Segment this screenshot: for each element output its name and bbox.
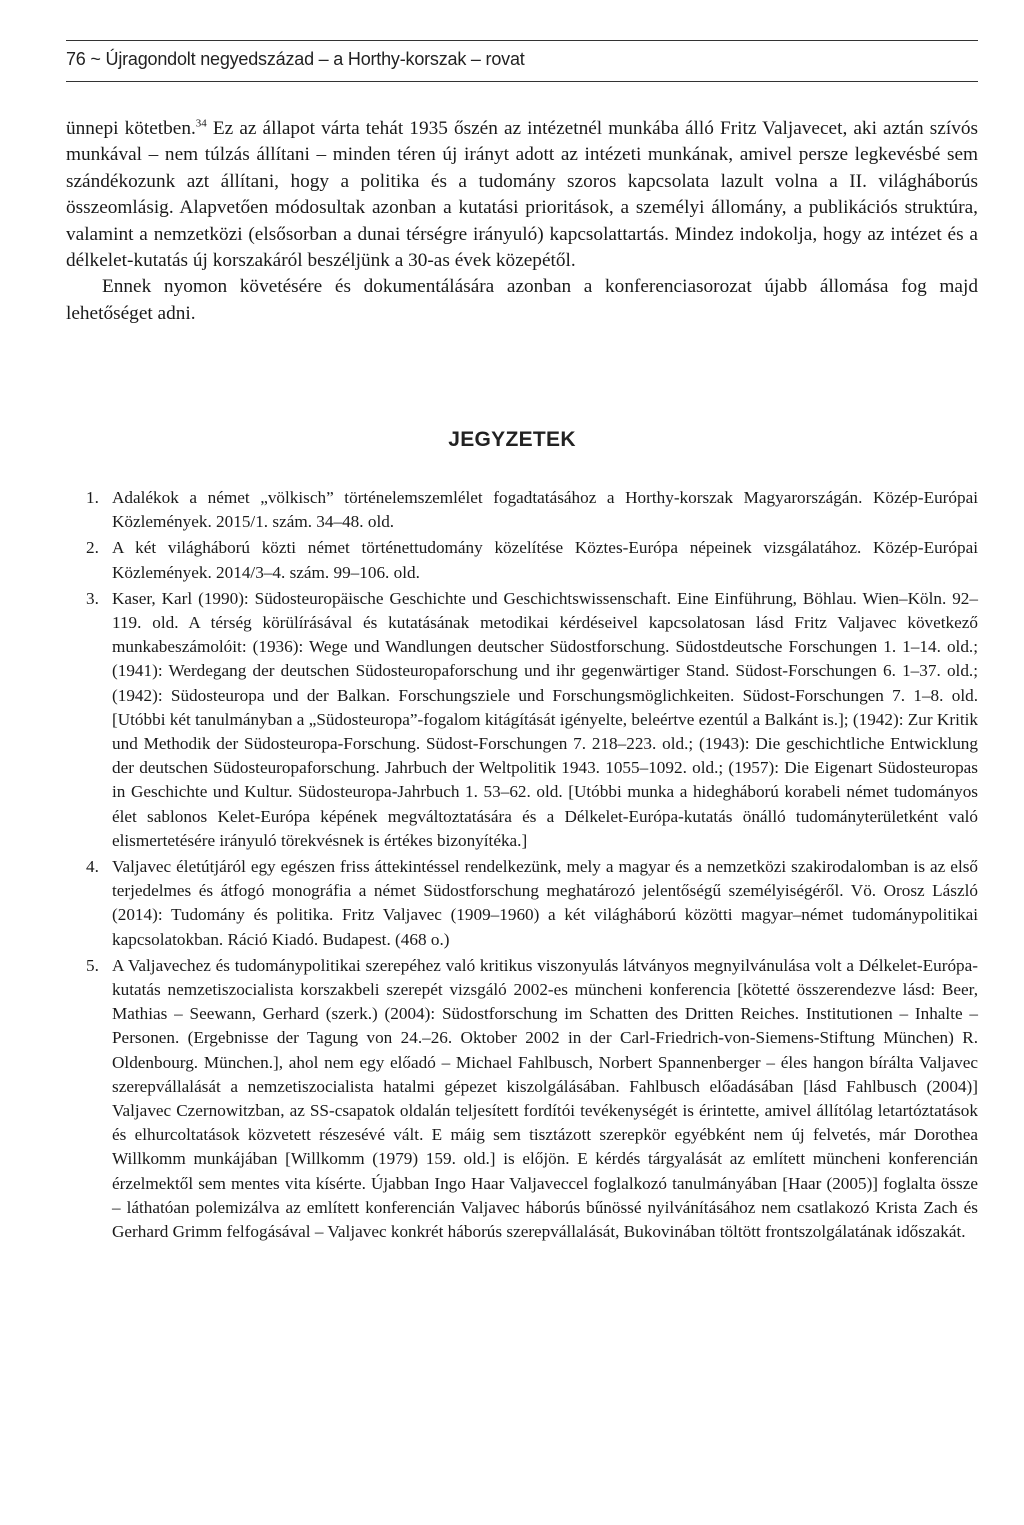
note-text: Valjavec életútjáról egy egészen friss áttekintéssel rendelkezünk, mely a magyar és a nemzetközi szakirodalomban is az első terjedelmes és átfogó monográfia a német Südostforschung meghatározó jelentőségű személyiségéről. Vö. Orosz László (2014): Tudomány és politika. Fritz Valjavec (1909–1960) a két világháború közötti magyar–német tudománypolitikai kapcsolatokban. Ráció Kiadó. Budapest. (468 o.) (112, 857, 978, 949)
running-head-text: 76 ~ Újragondolt negyedszázad – a Horthy-korszak – rovat (66, 49, 525, 69)
note-number: 4. (86, 857, 99, 877)
note-number: 1. (86, 488, 99, 507)
note-item (66, 587, 978, 853)
notes-heading: JEGYZETEK (448, 428, 576, 451)
footnote-ref-34: 34 (195, 117, 207, 130)
notes-list (66, 486, 978, 1246)
body-paragraph-1 (66, 116, 978, 274)
body-paragraph-2: Ennek nyomon követésére és dokumentálására azonban a konferenciasorozat újabb állomása fog majd lehetőséget adni. (66, 276, 978, 324)
note-text: A két világháború közti német történettudomány közelítése Köztes-Európa népeinek vizsgálatához. Közép-Európai Közlemények. 2014/3–4. szám. 99–106. old. (112, 538, 978, 582)
note-number: 5. (86, 955, 99, 975)
note-item (66, 954, 978, 1244)
note-text: Kaser, Karl (1990): Südosteuropäische Geschichte und Geschichtswissenschaft. Eine Einführung, Böhlau. Wien–Köln. 92–119. old. A térség körülírásával és kutatásának metodikai kérdéseivel kapcsolatosan lásd Fritz Valjavec következő munkabeszámolóit: (1936): Wege und Wandlungen deutscher Südostforschung. Südostdeutsche Forschungen 1. 1–14. old.; (1941): Werdegang der deutschen Südosteuropaforschung und ihr gegenwärtiger Stand. Südost-Forschungen 6. 1–37. old.; (1942): Südosteuropa und der Balkan. Forschungsziele und Forschungsmöglichkeiten. Südost-Forschungen 7. 1–8. old. [Utóbbi két tanulmányban a „Südosteuropa”-fogalom kitágítását igényelte, beleértve ezentúl a Balkánt is.]; (1942): Zur Kritik und Methodik der Südosteuropa-Forschung. Südost-Forschungen 7. 218–223. old.; (1943): Die geschichtliche Entwicklung der deutschen Südosteuropaforschung. Jahrbuch der Weltpolitik 1943. 1055–1092. old.; (1957): Die Eigenart Südosteuropas in Geschichte und Kultur. Südosteuropa-Jahrbuch 1. 53–62. old. [Utóbbi munka a hidegháború korabeli német tudományos élet sablonos Kelet-Európa képének megváltoztatására és a Délkelet-Európa-kutatás önálló tudományterületként való elismertetésére irányuló törekvésnek is értékes bizonyítéka.] (112, 588, 978, 850)
note-number: 2. (86, 538, 99, 558)
note-item (66, 536, 978, 584)
note-number: 3. (86, 588, 99, 608)
note-item (66, 486, 978, 534)
body-text (66, 116, 978, 327)
note-text: Adalékok a német „völkisch” történelemszemlélet fogadtatásához a Horthy-korszak Magyarországán. Közép-Európai Közlemények. 2015/1. szám. 34–48. old. (112, 488, 978, 532)
body-paragraph-1-start: ünnepi kötetben. (66, 118, 196, 139)
body-paragraph-1-rest: Ez az állapot várta tehát 1935 őszén az intézetnél munkába álló Fritz Valjavecet, aki aztán szívós munkával – nem túlzás állítani – minden téren új irányt adott az intézeti munkának, amivel persze legkevésbé sem szándékozunk azt állítani, hogy a politika és a tudomány szoros kapcsolata lazult volna a II. világháborús összeomlásig. Alapvetően módosultak azonban a kutatási prioritások, a személyi állomány, a publikációs struktúra, valamint a nemzetközi (elsősorban a dunai térségre irányuló) kapcsolattartás. Mindez indokolja, hogy az intézet és a délkelet-kutatás új korszakáról beszéljünk a 30-as évek közepétől. (66, 118, 979, 272)
note-item (66, 855, 978, 952)
note-text: A Valjavechez és tudománypolitikai szerepéhez való kritikus viszonyulás látványos megnyilvánulása volt a Délkelet-Európa-kutatás nemzetiszocialista korszakbeli szerepét vizsgáló 2002-es müncheni konferencia [kötetté összerendezve lásd: Beer, Mathias – Seewann, Gerhard (szerk.) (2004): Südostforschung im Schatten des Dritten Reiches. Institutionen – Inhalte – Personen. (Ergebnisse der Tagung von 24.–26. Oktober 2002 in der Carl-Friedrich-von-Siemens-Stiftung München) R. Oldenbourg. München.], ahol nem egy előadó – Michael Fahlbusch, Norbert Spannenberger – éles hangon bírálta Valjavec szerepvállalását a nemzetiszocialista hatalmi gépezet kiszolgálásában. Fahlbusch előadásában [lásd Fahlbusch (2004)] Valjavec Czernowitzban, az SS-csapatok oldalán teljesített fordítói tevékenységét is érintette, amivel állítólag letartóztatások és elhurcoltatások közvetett részesévé vált. E máig sem tisztázott szerepkör egyébként nem új felvetés, már Dorothea Willkomm munkájában [Willkomm (1979) 159. old.] is előjön. E kérdés tárgyalását az említett müncheni konferencián érzelmektől sem mentes vita kísérte. Újabban Ingo Haar Valjaveccel foglalkozó tanulmányában [Haar (2005)] foglalta össze – láthatóan polemizálva az említett konferencián Valjavec háborús bűnössé nyilvánításához nem csatlakozó Krista Zach és Gerhard Grimm felfogásával – Valjavec konkrét háborús szerepvállalását, Bukovinában töltött frontszolgálatának időszakát. (112, 955, 978, 1242)
running-header (66, 40, 978, 82)
